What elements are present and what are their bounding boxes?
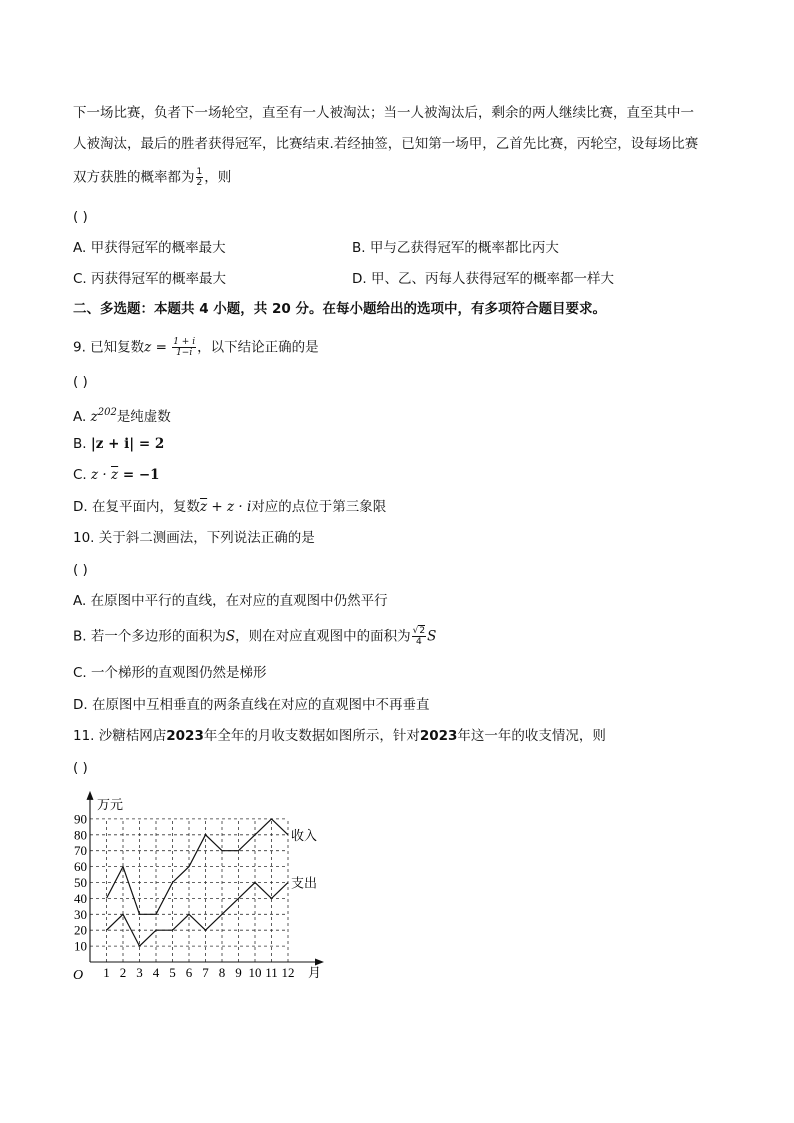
q9-option-c-z: z · <box>91 467 112 483</box>
x-tick-label: 6 <box>185 965 193 980</box>
x-tick-label: 2 <box>119 965 127 980</box>
q9-option-d-math: + z · i <box>207 499 252 515</box>
q8-text-line-1: 下一场比赛，负者下一场轮空，直至有一人被淘汰；当一人被淘汰后，剩余的两人继续比赛，直至其中一 <box>73 105 694 121</box>
x-tick-label: 11 <box>265 965 278 980</box>
q10-option-b-fraction <box>412 626 426 647</box>
y-tick-label: 40 <box>74 890 87 906</box>
q9-stem-prefix: 9. 已知复数 <box>73 339 145 356</box>
y-tick-label: 10 <box>74 938 87 954</box>
q8-text-line-3 <box>73 167 231 188</box>
section-header-multi-choice <box>73 299 606 319</box>
section-description: 本题共 4 小题，共 20 分。在每小题给出的选项中，有多项符合题目要求。 <box>154 301 606 317</box>
q8-text-prefix: 双方获胜的概率都为 <box>73 169 195 186</box>
q10-option-b-text: B. 若一个多边形的面积为 <box>73 628 226 645</box>
x-tick-label: 1 <box>103 965 110 980</box>
origin-label: O <box>72 968 84 983</box>
q10-answer-paren: ( ) <box>73 562 88 578</box>
q10-option-b-den: 4 <box>415 637 422 647</box>
q9-option-a-z: z <box>90 409 98 425</box>
q10-option-d[interactable]: D. 在原图中互相垂直的两条直线在对应的直观图中不再垂直 <box>73 697 430 713</box>
q8-option-a[interactable]: A. 甲获得冠军的概率最大 <box>73 240 226 256</box>
q9-option-c-rest: = −1 <box>118 467 160 483</box>
q11-stem-prefix: 11. 沙糖桔网店 <box>73 728 167 744</box>
x-axis-label: 月 <box>308 965 322 980</box>
y-tick-label: 80 <box>74 827 87 843</box>
y-tick-label: 30 <box>74 906 87 922</box>
q9-fraction-den: 1−i <box>176 348 193 358</box>
x-tick-label: 10 <box>248 965 262 980</box>
y-axis-arrow <box>87 791 94 800</box>
q10-option-b-mid: ，则在对应直观图中的面积为 <box>235 628 411 645</box>
series-label-1: 支出 <box>291 875 318 891</box>
series-label-0: 收入 <box>291 827 318 843</box>
half-numerator: 1 <box>196 167 203 177</box>
q10-option-b-radicand: 2 <box>419 626 426 636</box>
q10-option-b[interactable] <box>73 626 436 647</box>
q11-stem-suffix: 年这一年的收支情况，则 <box>457 728 606 744</box>
q10-option-b-s: S <box>225 628 236 645</box>
q8-option-d[interactable]: D. 甲、乙、丙每人获得冠军的概率都一样大 <box>352 271 614 287</box>
q11-year-2: 2023 <box>419 728 458 744</box>
q11-stem <box>73 726 606 746</box>
q10-option-b-s2: S <box>427 628 437 645</box>
q9-option-d-text: D. 在复平面内，复数 <box>73 499 200 515</box>
q9-option-d-zbar: $\overline{z}$ <box>199 499 208 515</box>
q8-answer-paren: ( ) <box>73 209 88 225</box>
q9-option-d-suffix: 对应的点位于第三象限 <box>251 499 387 515</box>
y-tick-label: 20 <box>74 922 87 938</box>
q8-text-suffix: ，则 <box>204 169 232 186</box>
x-tick-label: 9 <box>235 965 242 980</box>
q9-option-c-letter: C. <box>73 467 92 483</box>
section-title: 二、多选题： <box>73 301 154 317</box>
y-tick-label: 90 <box>74 811 87 827</box>
y-tick-label: 60 <box>74 859 87 875</box>
q9-option-c-zbar: $\overline{z}$ <box>111 467 119 483</box>
q9-option-a-exponent: 202 <box>97 407 117 418</box>
q9-option-a-text: 是纯虚数 <box>116 409 171 425</box>
half-denominator: 2 <box>196 178 203 188</box>
x-tick-label: 5 <box>169 965 176 980</box>
q11-answer-paren: ( ) <box>73 760 88 776</box>
q9-var-z: z <box>144 339 152 356</box>
y-tick-label: 70 <box>74 843 87 859</box>
q9-stem-suffix: ，以下结论正确的是 <box>197 339 319 356</box>
q9-equals: = <box>151 339 172 356</box>
q9-option-a[interactable] <box>73 403 171 427</box>
half-fraction <box>196 167 204 188</box>
q9-option-b-math: |z + i| = 2 <box>90 436 165 452</box>
income-expense-chart <box>60 782 340 992</box>
x-tick-label: 8 <box>218 965 226 980</box>
q10-option-a[interactable]: A. 在原图中平行的直线，在对应的直观图中仍然平行 <box>73 593 388 609</box>
x-tick-label: 4 <box>152 965 160 980</box>
y-axis-label: 万元 <box>97 796 124 812</box>
q9-option-b[interactable] <box>73 434 164 454</box>
q10-option-c[interactable]: C. 一个梯形的直观图仍然是梯形 <box>73 665 267 681</box>
q10-stem: 10. 关于斜二测画法，下列说法正确的是 <box>73 530 315 546</box>
q9-option-c[interactable] <box>73 465 160 485</box>
q9-stem <box>73 337 319 358</box>
q9-option-b-letter: B. <box>73 436 91 452</box>
x-tick-label: 3 <box>136 965 143 980</box>
q9-fraction-num: 1 + i <box>173 337 196 347</box>
q11-year-1: 2023 <box>166 728 204 744</box>
q9-option-d[interactable] <box>73 497 386 517</box>
q9-fraction <box>172 337 196 358</box>
q9-option-a-letter: A. <box>73 409 91 425</box>
x-tick-label: 12 <box>281 965 295 980</box>
x-tick-label: 7 <box>202 965 209 980</box>
q9-answer-paren: ( ) <box>73 374 88 390</box>
q8-option-b[interactable]: B. 甲与乙获得冠军的概率都比丙大 <box>352 240 559 256</box>
y-tick-label: 50 <box>74 875 87 890</box>
q8-option-c[interactable]: C. 丙获得冠军的概率最大 <box>73 271 227 287</box>
q11-stem-mid: 年全年的月收支数据如图所示，针对 <box>203 728 420 744</box>
q8-text-line-2: 人被淘汰，最后的胜者获得冠军，比赛结束.若经抽签，已知第一场甲，乙首先比赛，丙轮空，设每场比赛 <box>73 136 699 152</box>
q10-option-b-num: √2 <box>412 626 426 636</box>
